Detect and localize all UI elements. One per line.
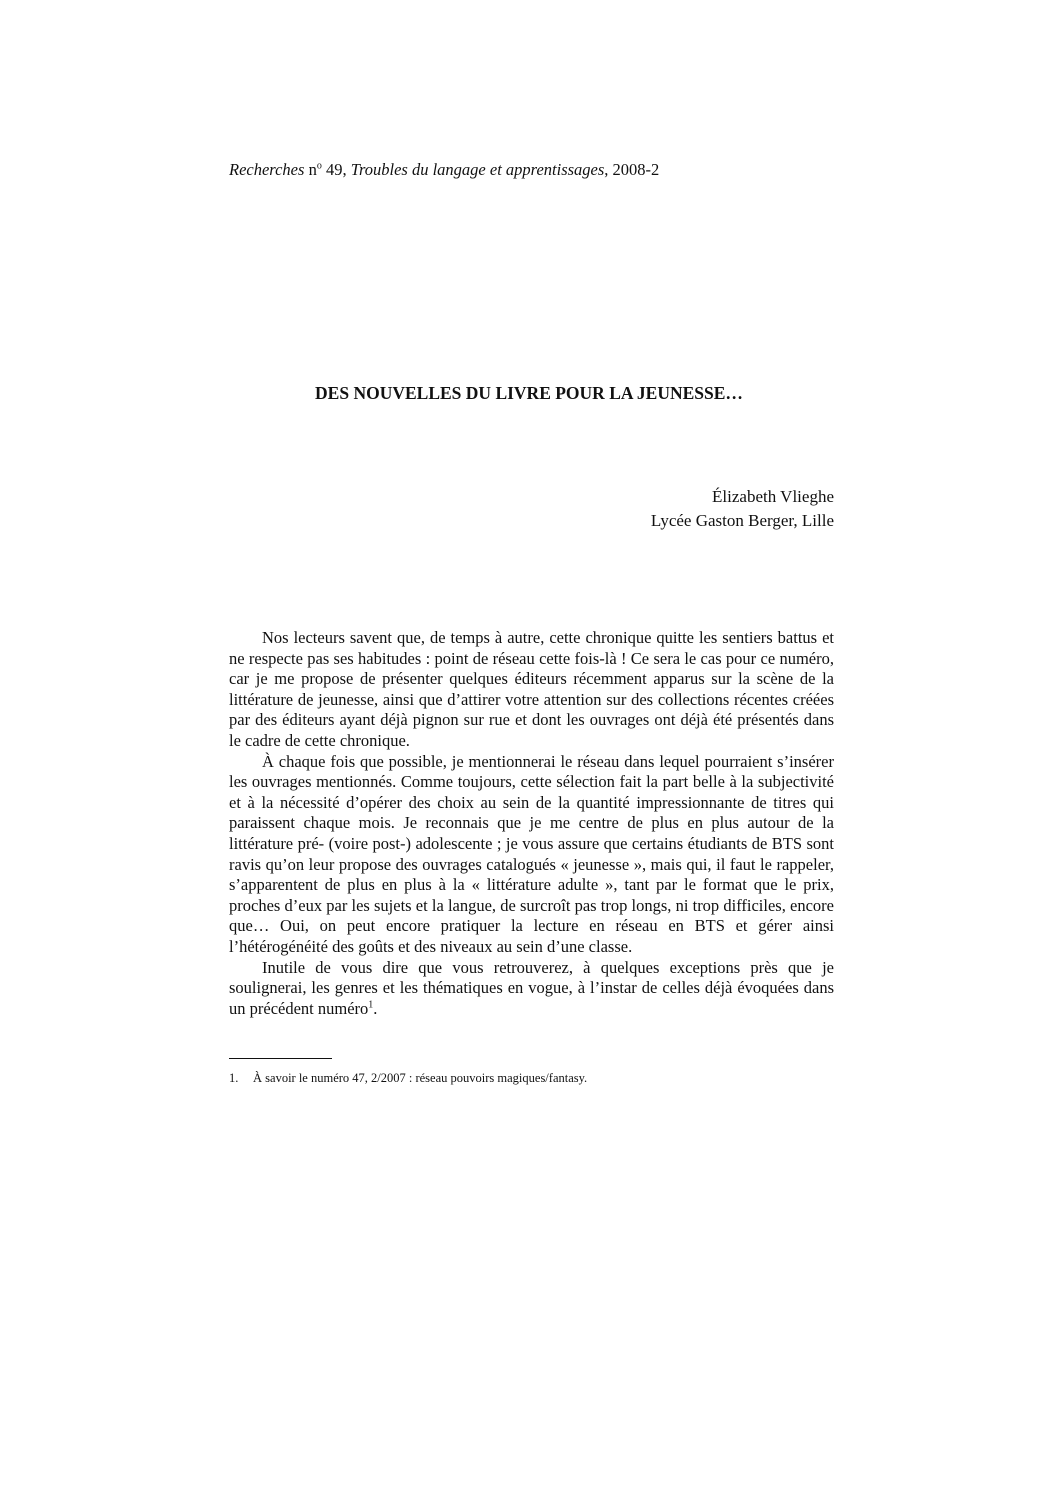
article-title: DES NOUVELLES DU LIVRE POUR LA JEUNESSE… [315, 383, 743, 403]
issue-title: Troubles du langage et apprentissages [350, 160, 605, 179]
issue-number: 49, [321, 160, 351, 179]
running-header [229, 160, 659, 180]
footnote-number: 1. [229, 1071, 239, 1085]
paragraph-2: À chaque fois que possible, je mentionnerai le réseau dans lequel pourraient s’insérer les ouvrages mentionnés. Comme toujours, cette sélection fait la part belle à la subjectivité et à la nécessité d’opérer des choix au sein de la quantité impressionnante de titres qui paraissent chaque mois. Je reconnais que je me centre de plus en plus autour de la littérature pré- (voire post-) adolescente ; je vous assure que certains étudiants de BTS sont ravis qu’on leur propose des ouvrages catalogués « jeunesse », mais qui, il faut le rappeler, s’apparentent de plus en plus à la « littérature adulte », tant par le format que le prix, proches d’eux par les sujets et la langue, de surcroît pas trop longs, ni trop difficiles, encore que… Oui, on peut encore pratiquer la lecture en réseau en BTS et gérer ainsi l’hétérogénéité des goûts et des niveaux au sein d’une classe. [229, 751, 834, 956]
paragraph-3-end: . [373, 998, 378, 1018]
footnote [229, 1071, 587, 1086]
footnote-text: À savoir le numéro 47, 2/2007 : réseau pouvoirs magiques/fantasy. [253, 1071, 588, 1085]
issue-date: , 2008-2 [604, 160, 660, 179]
footnote-divider [229, 1058, 332, 1059]
issue-number-prefix: n [308, 160, 317, 179]
author-affiliation: Lycée Gaston Berger, Lille [650, 511, 834, 530]
article-body [229, 628, 834, 1019]
footnote-reference[interactable]: 1 [368, 999, 374, 1011]
paragraph-3-text: Inutile de vous dire que vous retrouverez, à quelques exceptions près que je soulignerai, les genres et les thématiques en vogue, à l’instar de celles déjà évoquées dans un précédent numéro [229, 957, 834, 1018]
issue-number-sup: o [316, 160, 322, 172]
paragraph-3 [229, 958, 834, 1020]
paragraph-1: Nos lecteurs savent que, de temps à autre, cette chronique quitte les sentiers battus et ne respecte pas ses habitudes : point de réseau cette fois-là ! Ce sera le cas pour ce numéro, car je me propose de présenter quelques éditeurs récemment apparus sur la scène de la littérature de jeunesse, ainsi que d’attirer votre attention sur des collections récentes créées par des éditeurs ayant déjà pignon sur rue et dont les ouvrages ont déjà été présentés dans le cadre de cette chronique. [229, 628, 834, 750]
author-name: Élizabeth Vlieghe [712, 487, 834, 506]
journal-name: Recherches [229, 160, 305, 179]
author-block [651, 485, 834, 533]
